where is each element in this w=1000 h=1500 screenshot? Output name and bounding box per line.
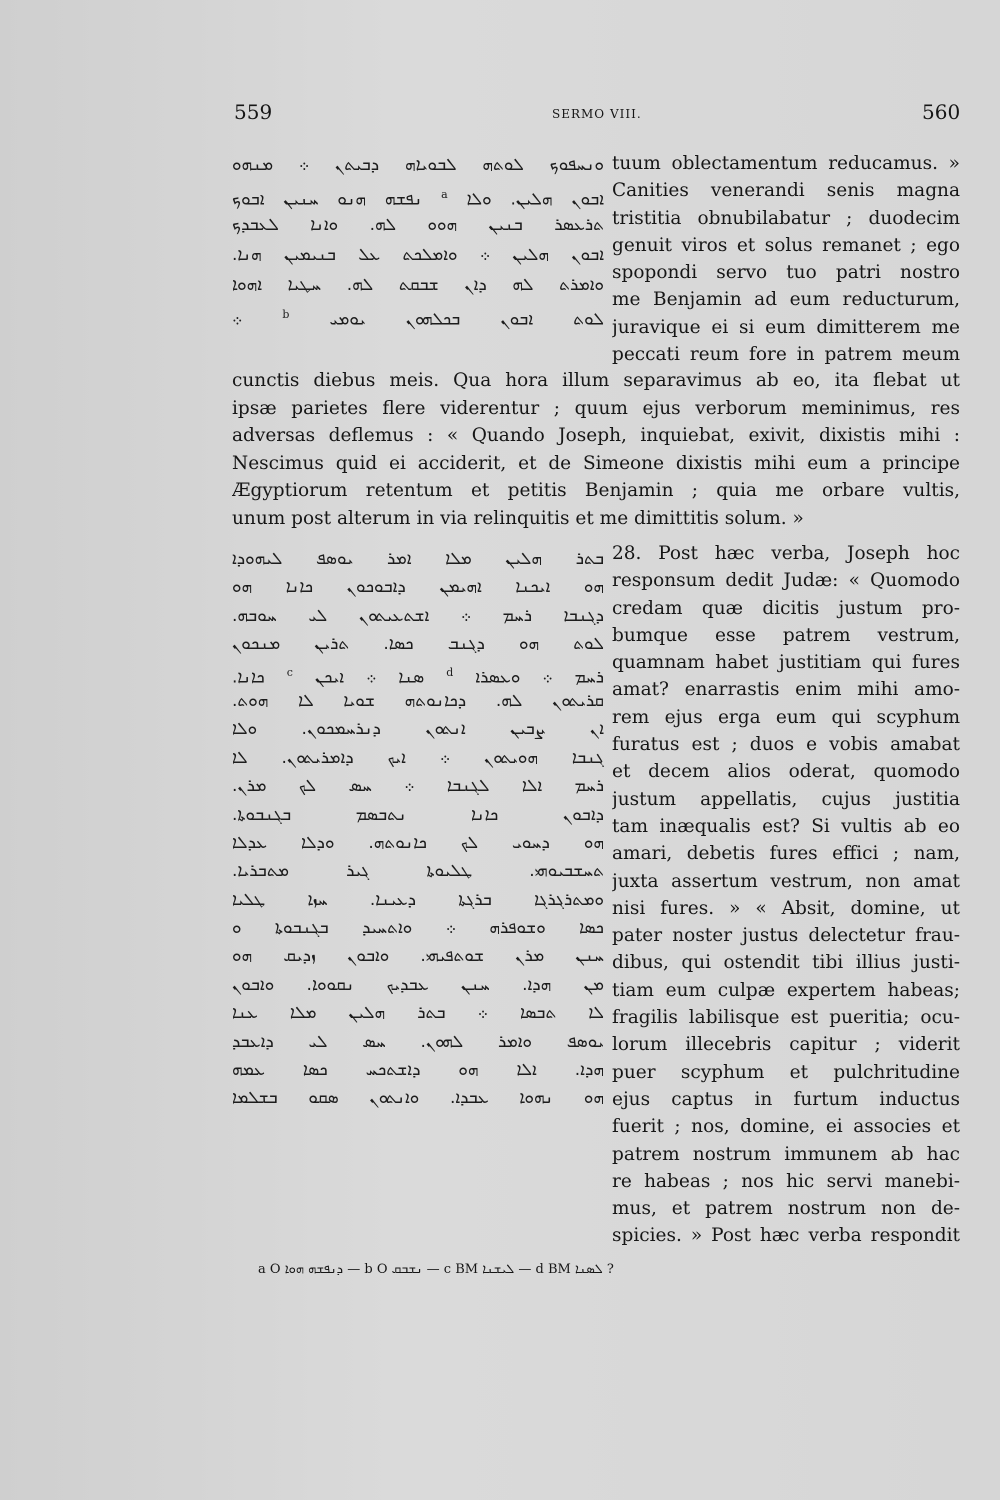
text-line: credam quæ dicitis justum pro- <box>612 597 960 619</box>
syriac-text: ܪܚܡ ܐܠܐ ܠܓܢܒܐ ܀ ܚܣ ܠܟ ܡܪܢ. <box>232 776 604 797</box>
syriac-text: ܗܘ ܐܝܟܢܐ ܐܗܝܡܢ ܕܐܒܘܟܘܢ ܟܐܢܐ ܗܘ <box>232 577 604 598</box>
text-line: amat? enarrastis enim mihi amo- <box>612 679 960 701</box>
syriac-text: ܪܚܡ ܀ ܘܥܣܪܐ <box>475 667 604 687</box>
syriac-line <box>232 687 604 715</box>
syriac-line <box>232 715 604 743</box>
footnote-marker: b <box>282 308 290 321</box>
syriac-line <box>232 886 604 914</box>
text-line: spopondi servo tuo patri nostro <box>612 262 960 284</box>
syriac-text: ܐܒܘܢ ܗܠܝܢ ܀ ܘܐܡܠܟܬ ܥܠ ܒܢܝܡܝܢ ܗܢܐ. <box>232 245 604 265</box>
syriac-line <box>232 857 604 885</box>
text-line: re habeas ; nos hic servi manebi- <box>612 1170 960 1192</box>
text-line: ejus captus in furtum inductus <box>612 1088 960 1110</box>
text-line: me Benjamin ad eum reducturum, <box>612 289 960 311</box>
syriac-text: ܢܦܫܗ ܗܢܘ ܚܢܝܢ ܐܒܘܟ <box>232 189 423 210</box>
syriac-line <box>232 942 604 970</box>
syriac-line <box>232 573 604 601</box>
text-line: 28. Post hæc verba, Joseph hoc <box>612 543 960 564</box>
syriac-text: ܣܢܐ ܀ ܐܝܟܢ <box>314 667 425 687</box>
footnote-marker: a <box>441 188 448 201</box>
syriac-line <box>232 999 604 1027</box>
syriac-text: ܕܐܒܘܢ ܟܐܢܐ ܢܬܒܣܡ ܒܓܢܒܘܬܐ. <box>232 804 604 825</box>
syriac-text: ܠܘܬ ܗܘ ܕܓܢܒ ܟܣܐ. ܬܪܝܢ ܡܢܟܘܢ <box>232 634 604 655</box>
syriac-text: ܕܓܢܒܐ ܪܚܡ ܀ ܐܫܬܥܝܬܘܢ ܠܝ ܚܘܒܗ. <box>232 605 604 626</box>
text-line: unum post alterum in via relinquitis et me dimittitis solum. » <box>232 507 804 529</box>
syriac-line <box>232 300 604 330</box>
syriac-text: ܟܣܐ ܘܫܘܦܪܗ ܀ ܘܐܬܚܝܕ ܒܓܢܒܘܬܐ ܘ <box>232 918 604 939</box>
syriac-text: ܟܐܢܐ. <box>232 667 265 687</box>
syriac-line <box>232 744 604 772</box>
footnote-marker: d <box>446 665 454 679</box>
page-number-left: 559 <box>234 100 273 124</box>
text-line: tiam eum culpæ expertem habeas; <box>612 979 960 1001</box>
syriac-text: ܐܢ ܨܒܝܢ ܐܢܬܘܢ ܕܢܪܚܡܟܘܢ. ܘܠܐ <box>232 719 604 740</box>
syriac-line <box>232 1084 604 1112</box>
syriac-line <box>232 971 604 999</box>
text-line: genuit viros et solus remanet ; ego <box>612 234 960 256</box>
text-line: spicies. » Post hæc verba respondit <box>612 1225 960 1247</box>
syriac-line <box>232 630 604 658</box>
syriac-line <box>232 772 604 800</box>
text-line: furatus est ; duos e vobis amabat <box>612 734 960 756</box>
syriac-line <box>232 602 604 630</box>
syriac-text: ܘܐܡܪܬ ܠܗ ܕܐܢ ܫܒܩܬ ܠܗ. ܚܛܝܐ ܐܗܘܐ <box>232 275 604 295</box>
syriac-line <box>232 829 604 857</box>
syriac-line <box>232 801 604 829</box>
text-line: et decem alios oderat, quomodo <box>612 761 960 783</box>
syriac-line <box>232 210 604 240</box>
text-line: lorum illecebris capitur ; viderit <box>612 1034 960 1056</box>
syriac-line <box>232 1028 604 1056</box>
syriac-text: ܠܘܬ ܐܒܘܢ ܒܟܠܗܘܢ ܝܘܡܝ <box>329 309 604 330</box>
text-line: responsum dedit Judæ: « Quomodo <box>612 570 960 592</box>
text-line: ipsæ parietes flere viderentur ; quum ejus verborum meminimus, res <box>232 397 960 419</box>
syriac-line <box>232 1056 604 1084</box>
text-line: juxta assertum vestrum, non amat <box>612 870 960 892</box>
latin-full-width-paragraph <box>232 367 960 533</box>
syriac-text: ܠܐ ܬܒܣܐ ܀ ܒܬܪ ܗܠܝܢ ܡܠܐ ܥܢܐ <box>232 1003 604 1024</box>
text-line: fragilis labilisque est pueritia; ocu- <box>612 1007 960 1029</box>
text-line: tristitia obnubilabatur ; duodecim <box>612 207 960 229</box>
footnotes: a O ܕܢܦܫܗ ܗܘܐ — b O ܢܫܒܩ — c BM ܠܝܫܢܐ — d BM ܠܣܢܐ ? <box>258 1262 614 1277</box>
syriac-text: ܩܪܝܬܘܢ ܠܗ. ܕܟܐܢܘܬܗ ܫܘܝܐ ܠܐ ܗܘܬ. <box>232 690 604 711</box>
text-line: puer scyphum et pulchritudine <box>612 1061 960 1083</box>
syriac-text: ܓܢܒܐ ܗܘܝܬܘܢ ܀ ܐܝܟ ܕܐܡܪܝܬܘܢ. ܠܐ <box>232 747 604 768</box>
syriac-text: ܬܪܥܣܪ ܒܢܝܢ ܗܘܘ ܠܗ. ܘܐܢܐ ܠܥܒܕܟ <box>232 215 604 235</box>
text-line: tam inæqualis est? Si vultis ab eo <box>612 815 960 837</box>
syriac-line <box>232 659 604 687</box>
text-line: cunctis diebus meis. Qua hora illum separavimus ab eo, ita flebat ut <box>232 370 960 391</box>
text-line: bumque esse patrem vestrum, <box>612 624 960 646</box>
syriac-line <box>232 150 604 180</box>
text-line: juravique ei si eum dimitterem me <box>612 316 960 338</box>
syriac-text: ܚܢܢ ܡܪܢ ܫܘܬܦܝܗܝ. ܘܐܒܘܢ ܙܕܝܩ ܗܘ <box>232 946 604 967</box>
syriac-line <box>232 180 604 210</box>
syriac-text: ܡܢ ܗܕܐ. ܚܢܢ ܥܒܕܝܟ ܢܩܘܘܐ. ܘܐܒܘܢ <box>232 974 604 995</box>
footnote-marker: c <box>286 665 293 679</box>
text-line: nisi fures. » « Absit, domine, ut <box>612 897 960 919</box>
text-line: patrem nostrum immunem ab hac <box>612 1143 960 1165</box>
text-line: adversas deflemus : « Quando Joseph, inquiebat, exivit, dixistis mihi : <box>232 425 960 447</box>
syriac-text: ܘܡܬܪܓܪܓܐ ܒܪܓܬܐ ܕܥܝܢܐ. ܚܙܐ ܛܠܝܐ <box>232 889 604 910</box>
syriac-text: ܗܘ ܕܚܘܝ ܠܟ ܟܐܢܘܬܗ. ܘܕܠܐ ܥܕܠܐ <box>232 832 604 853</box>
syriac-text: ܐܒܘܢ ܗܠܝܢ. ܘܠܐ <box>466 189 604 210</box>
syriac-column-bottom <box>232 545 604 1113</box>
text-line: fuerit ; nos, domine, ei associes et <box>612 1116 960 1138</box>
text-line: Canities venerandi senis magna <box>612 180 960 202</box>
text-line: Nescimus quid ei acciderit, et de Simeone dixistis mihi eum a principe <box>232 452 960 474</box>
syriac-text: ܝܘܣܦ ܘܐܡܪ ܠܗܘܢ. ܚܣ ܠܝ ܕܐܥܒܕ <box>232 1031 604 1052</box>
syriac-line <box>232 240 604 270</box>
running-head: SERMO VIII. <box>552 107 642 121</box>
syriac-column-top <box>232 150 604 330</box>
text-line: tuum oblectamentum reducamus. » <box>612 153 960 174</box>
syriac-line <box>232 270 604 300</box>
text-line: rem ejus erga eum qui scyphum <box>612 706 960 728</box>
syriac-text: ܗܕܐ. ܐܠܐ ܗܘ ܕܐܫܬܟܚ ܟܣܐ ܥܡܗ <box>232 1060 604 1081</box>
syriac-text: ܗܘ ܢܗܘܐ ܥܒܕܐ. ܘܐܢܬܘܢ ܣܩܘ ܒܫܠܡܐ <box>232 1088 604 1109</box>
text-line: quamnam habet justitiam qui fures <box>612 652 960 674</box>
syriac-text: ܬܚܫܒܝܘܗܝ. ܛܠܝܘܬܐ ܓܝܪ ܡܬܒܪܝܐ. <box>232 861 604 882</box>
text-line: peccati reum fore in patrem meum <box>612 344 960 366</box>
text-line: pater noster justus delectetur frau- <box>612 925 960 947</box>
latin-column-top-right <box>612 150 960 368</box>
syriac-text: ܒܬܪ ܗܠܝܢ ܡܠܐ ܐܡܪ ܝܘܣܦ ܠܝܗܘܕܐ <box>232 549 604 569</box>
syriac-line <box>232 545 604 573</box>
text-line: justum appellatis, cujus justitia <box>612 788 960 810</box>
page-number-right: 560 <box>922 100 961 124</box>
syriac-line <box>232 914 604 942</box>
syriac-text: ܀ <box>232 309 243 330</box>
text-line: mus, et patrem nostrum non de- <box>612 1198 960 1220</box>
syriac-text: ܘܢܚܦܘܟ ܠܘܬܗ ܠܒܘܝܐܗ ܕܒܝܬܢ ܀ ܡܢܗܘ <box>232 155 604 175</box>
latin-column-bottom-right <box>612 540 960 1250</box>
text-line: dibus, qui ostendit tibi illius justi- <box>612 952 960 974</box>
text-line: amari, debetis fures effici ; nam, <box>612 843 960 865</box>
text-line: Ægyptiorum retentum et petitis Benjamin ; quia me orbare vultis, <box>232 480 960 502</box>
